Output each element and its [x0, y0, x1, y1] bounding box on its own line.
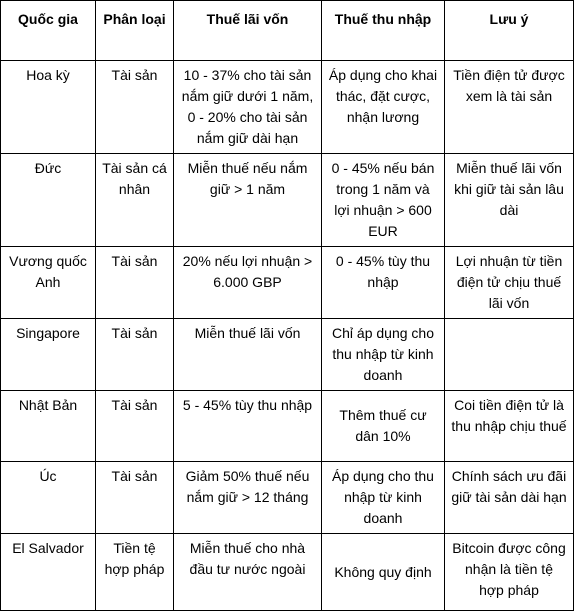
header-row — [1, 1, 574, 61]
cell-capital-gains-tax: 10 - 37% cho tài sản nắm giữ dưới 1 năm, 0 - 20% cho tài sản nắm giữ dài hạn — [174, 61, 322, 154]
cell-income-tax: Áp dụng cho khai thác, đặt cược, nhận lương — [322, 61, 445, 154]
cell-notes: Miễn thuế lãi vốn khi giữ tài sản lâu dài — [445, 154, 574, 247]
cell-notes: Lợi nhuận từ tiền điện tử chịu thuế lãi vốn — [445, 247, 574, 319]
cell-income-tax: 0 - 45% tùy thu nhập — [322, 247, 445, 319]
table-row — [1, 534, 574, 611]
table-row — [1, 391, 574, 462]
cell-country: Úc — [1, 462, 96, 534]
cell-country: Nhật Bản — [1, 391, 96, 462]
table-row — [1, 247, 574, 319]
cell-classification: Tiền tệ hợp pháp — [96, 534, 174, 611]
cell-classification: Tài sản — [96, 462, 174, 534]
cell-notes: Coi tiền điện tử là thu nhập chịu thuế — [445, 391, 574, 462]
cell-capital-gains-tax: Miễn thuế nếu nắm giữ > 1 năm — [174, 154, 322, 247]
cell-classification: Tài sản — [96, 319, 174, 391]
cell-income-tax: Áp dụng cho thu nhập từ kinh doanh — [322, 462, 445, 534]
table-row — [1, 319, 574, 391]
cell-capital-gains-tax: 20% nếu lợi nhuận > 6.000 GBP — [174, 247, 322, 319]
cell-notes: Tiền điện tử được xem là tài sản — [445, 61, 574, 154]
cell-notes: Bitcoin được công nhận là tiền tệ hợp pháp — [445, 534, 574, 611]
table-row — [1, 61, 574, 154]
cell-classification: Tài sản — [96, 247, 174, 319]
cell-notes: Chính sách ưu đãi giữ tài sản dài hạn — [445, 462, 574, 534]
cell-capital-gains-tax: 5 - 45% tùy thu nhập — [174, 391, 322, 462]
cell-country: Hoa kỳ — [1, 61, 96, 154]
cell-country: Đức — [1, 154, 96, 247]
cell-capital-gains-tax: Miễn thuế cho nhà đầu tư nước ngoài — [174, 534, 322, 611]
cell-income-tax: 0 - 45% nếu bán trong 1 năm và lợi nhuận > 600 EUR — [322, 154, 445, 247]
cell-notes — [445, 319, 574, 391]
cell-income-tax: Không quy định — [322, 534, 445, 611]
header-country: Quốc gia — [1, 1, 96, 61]
header-classification: Phân loại — [96, 1, 174, 61]
cell-capital-gains-tax: Giảm 50% thuế nếu nắm giữ > 12 tháng — [174, 462, 322, 534]
cell-classification: Tài sản — [96, 391, 174, 462]
cell-classification: Tài sản — [96, 61, 174, 154]
cell-country: El Salvador — [1, 534, 96, 611]
cell-country: Singapore — [1, 319, 96, 391]
header-capital-gains-tax: Thuế lãi vốn — [174, 1, 322, 61]
cell-income-tax: Chỉ áp dụng cho thu nhập từ kinh doanh — [322, 319, 445, 391]
table-row — [1, 154, 574, 247]
cell-capital-gains-tax: Miễn thuế lãi vốn — [174, 319, 322, 391]
table-row — [1, 462, 574, 534]
cell-income-tax: Thêm thuế cư dân 10% — [322, 391, 445, 462]
cell-classification: Tài sản cá nhân — [96, 154, 174, 247]
header-notes: Lưu ý — [445, 1, 574, 61]
cell-country: Vương quốc Anh — [1, 247, 96, 319]
header-income-tax: Thuế thu nhập — [322, 1, 445, 61]
